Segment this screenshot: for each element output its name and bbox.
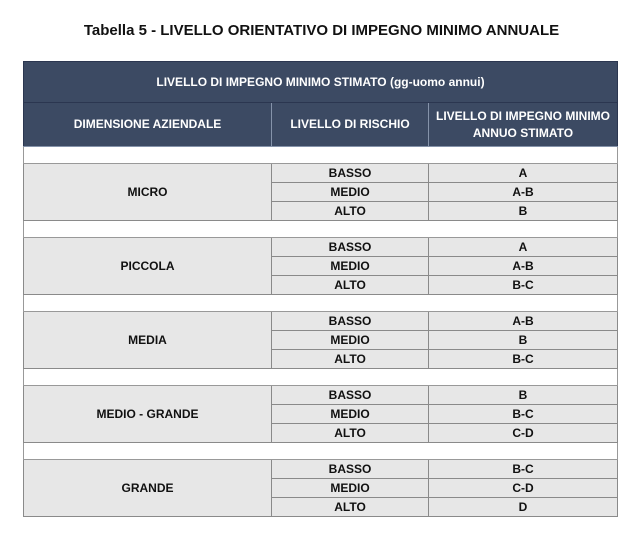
level-cell: D	[429, 498, 618, 517]
risk-cell: ALTO	[272, 424, 429, 443]
risk-cell: BASSO	[272, 460, 429, 479]
risk-cell: BASSO	[272, 238, 429, 257]
table-row	[24, 312, 618, 331]
level-cell: B	[429, 202, 618, 221]
spacer-row	[24, 295, 618, 312]
risk-cell: MEDIO	[272, 479, 429, 498]
table-caption: Tabella 5 - LIVELLO ORIENTATIVO DI IMPEGNO MINIMO ANNUALE	[83, 22, 560, 39]
table-row	[24, 164, 618, 183]
spacer-row	[24, 221, 618, 238]
level-cell: B-C	[429, 460, 618, 479]
level-cell: A-B	[429, 312, 618, 331]
spacer-cell	[24, 369, 618, 386]
level-cell: A	[429, 238, 618, 257]
risk-cell: BASSO	[272, 386, 429, 405]
table-row	[24, 460, 618, 479]
spacer-cell	[24, 221, 618, 238]
risk-cell: BASSO	[272, 164, 429, 183]
spacer-cell	[24, 295, 618, 312]
risk-cell: ALTO	[272, 350, 429, 369]
dimension-cell: MICRO	[24, 164, 272, 221]
level-cell: A-B	[429, 183, 618, 202]
risk-cell: ALTO	[272, 276, 429, 295]
risk-cell: MEDIO	[272, 331, 429, 350]
commitment-table	[23, 61, 618, 517]
table-row	[24, 238, 618, 257]
level-cell: C-D	[429, 424, 618, 443]
table-row	[24, 386, 618, 405]
column-header-level: LIVELLO DI IMPEGNO MINIMO ANNUO STIMATO	[429, 103, 618, 147]
dimension-cell: MEDIA	[24, 312, 272, 369]
level-cell: B-C	[429, 276, 618, 295]
top-header-cell: LIVELLO DI IMPEGNO MINIMO STIMATO (gg-uomo annui)	[24, 62, 618, 103]
level-cell: A	[429, 164, 618, 183]
column-header-risk: LIVELLO DI RISCHIO	[272, 103, 429, 147]
risk-cell: MEDIO	[272, 183, 429, 202]
level-cell: C-D	[429, 479, 618, 498]
spacer-cell	[24, 443, 618, 460]
table-top-header-row	[24, 62, 618, 103]
spacer-cell	[24, 147, 618, 164]
level-cell: B-C	[429, 405, 618, 424]
dimension-cell: GRANDE	[24, 460, 272, 517]
risk-cell: MEDIO	[272, 257, 429, 276]
spacer-row	[24, 147, 618, 164]
risk-cell: MEDIO	[272, 405, 429, 424]
risk-cell: BASSO	[272, 312, 429, 331]
spacer-row	[24, 443, 618, 460]
risk-cell: ALTO	[272, 498, 429, 517]
dimension-cell: PICCOLA	[24, 238, 272, 295]
dimension-cell: MEDIO - GRANDE	[24, 386, 272, 443]
level-cell: B	[429, 331, 618, 350]
column-header-dimension: DIMENSIONE AZIENDALE	[24, 103, 272, 147]
risk-cell: ALTO	[272, 202, 429, 221]
level-cell: B	[429, 386, 618, 405]
column-header-row	[24, 103, 618, 147]
spacer-row	[24, 369, 618, 386]
level-cell: B-C	[429, 350, 618, 369]
level-cell: A-B	[429, 257, 618, 276]
